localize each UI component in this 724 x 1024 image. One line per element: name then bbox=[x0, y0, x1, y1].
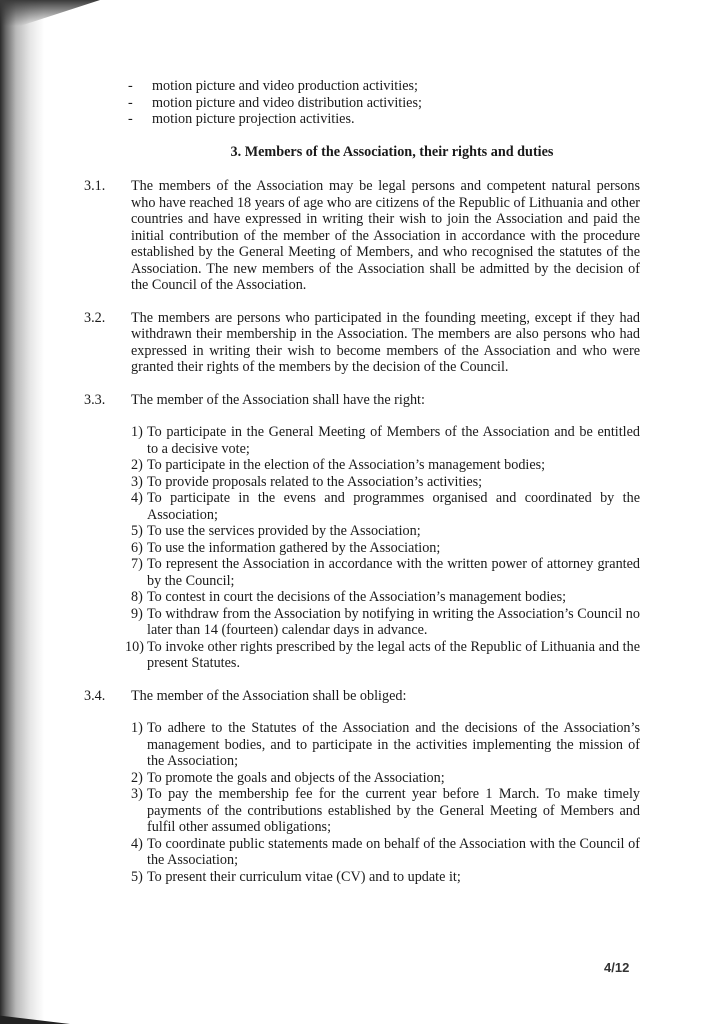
clause-number: 3.2. bbox=[84, 309, 106, 326]
clause-3-2 bbox=[84, 310, 640, 376]
list-item: 4) To coordinate public statements made on behalf of the Association with the Council of the Association; bbox=[131, 835, 640, 868]
activity-list bbox=[84, 78, 640, 128]
list-item: 8) To contest in court the decisions of the Association’s management bodies; bbox=[131, 589, 567, 605]
clause-number: 3.1. bbox=[84, 178, 106, 194]
clause-number: 3.4. bbox=[84, 687, 106, 704]
clause-text: The members of the Association may be legal persons and competent natural persons who have reached 18 years of age who are citizens of the Republic of Lithuania and other countries and have expressed in writing their wish to join the Association and paid the initial contribution of the member of the Association in accordance with the procedure established by the General Meeting of Members, and who recognised the statutes of the Association. The new members of the Association shall be admitted by the decision of the Council of the Association. bbox=[131, 178, 640, 293]
list-item: 3) To provide proposals related to the Association’s activities; bbox=[131, 473, 483, 490]
scan-shadow-top bbox=[0, 0, 100, 26]
clause-text: The members are persons who participated in the founding meeting, except if they had withdrawn their membership in the Association. The members are also persons who had expressed in writing their wish to become members of the Association and who were granted their rights of the members by the decision of the Council. bbox=[131, 309, 640, 375]
list-item: 3) To pay the membership fee for the current year before 1 March. To make timely payments of the contributions established by the General Meeting of Members and fulfil other assumed obligations; bbox=[131, 786, 640, 835]
list-item: - motion picture and video production activities; bbox=[128, 78, 418, 94]
list-item: 5) To use the services provided by the Association; bbox=[131, 523, 421, 539]
obligations-list bbox=[131, 720, 640, 885]
list-item: 2) To promote the goals and objects of the Association; bbox=[131, 769, 445, 786]
document-page bbox=[84, 78, 640, 901]
clause-3-3 bbox=[84, 392, 640, 672]
list-item: 5) To present their curriculum vitae (CV) and to update it; bbox=[131, 868, 461, 885]
clause-text: The member of the Association shall have the right: bbox=[131, 391, 425, 408]
clause-3-4 bbox=[84, 688, 640, 886]
list-item: 4) To participate in the evens and programmes organised and coordinated by the Association; bbox=[131, 490, 640, 523]
scan-shadow-left bbox=[0, 0, 44, 1024]
list-item: 1) To adhere to the Statutes of the Association and the decisions of the Association’s management bodies, and to participate in the activities implementing the mission of the Association; bbox=[131, 720, 640, 769]
clause-number: 3.3. bbox=[84, 391, 106, 408]
list-item: - motion picture projection activities. bbox=[128, 111, 355, 127]
list-item: 7) To represent the Association in accordance with the written power of attorney granted by the Council; bbox=[131, 556, 640, 589]
list-item: 10) To invoke other rights prescribed by the legal acts of the Republic of Lithuania and the present Statutes. bbox=[125, 638, 640, 671]
clause-3-1 bbox=[84, 178, 640, 294]
list-item: - motion picture and video distribution activities; bbox=[128, 94, 422, 111]
list-item: 9) To withdraw from the Association by notifying in writing the Association’s Council no later than 14 (fourteen) calendar days in advance. bbox=[131, 605, 640, 638]
clause-text: The member of the Association shall be obliged: bbox=[131, 687, 407, 704]
section-title: 3. Members of the Association, their rights and duties bbox=[230, 143, 554, 160]
page-number: 4/12 bbox=[604, 960, 630, 975]
list-item: 6) To use the information gathered by the Association; bbox=[131, 539, 441, 556]
list-item: 2) To participate in the election of the Association’s management bodies; bbox=[131, 457, 546, 473]
rights-list bbox=[125, 424, 640, 672]
list-item: 1) To participate in the General Meeting of Members of the Association and be entitled to a decisive vote; bbox=[131, 424, 640, 457]
